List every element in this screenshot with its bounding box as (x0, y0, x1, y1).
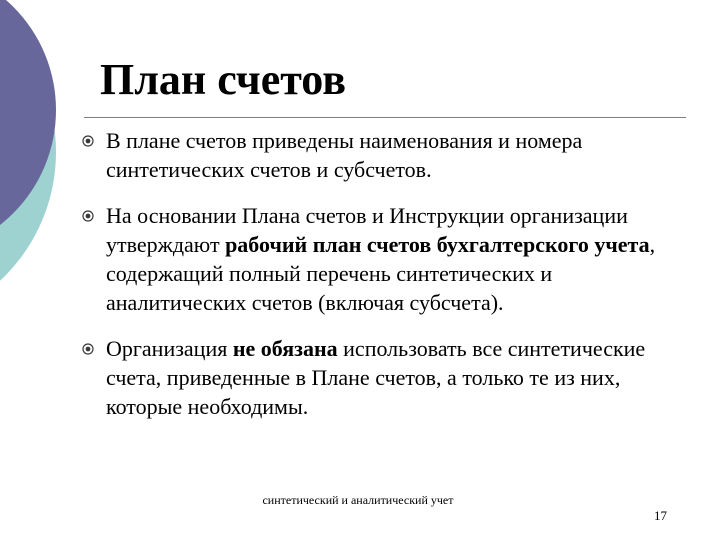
page-number: 17 (654, 508, 667, 523)
bullet-text (106, 203, 655, 315)
bullet-emphasis: не обязана (232, 336, 338, 361)
footer-text: синтетический и аналитический учет (262, 493, 454, 507)
slide-title: План счетов (100, 55, 346, 104)
circled-dot-icon (82, 343, 94, 355)
circled-dot-icon (82, 135, 94, 147)
circled-dot-icon (82, 210, 94, 222)
bullet-item (82, 126, 682, 184)
bullet-item (82, 334, 682, 421)
bullet-run: На основании Плана счетов и Инструкции организации утверждают (106, 203, 628, 257)
bullet-list (82, 126, 682, 421)
title-divider (84, 117, 686, 118)
bullet-item (82, 201, 682, 317)
bullet-run: , содержащий полный перечень синтетических и аналитических счетов (включая субсчета). (106, 232, 656, 315)
bullet-run: использовать все синтетические счета, приведенные в Плане счетов, а только те из них, которые необходимы. (106, 336, 646, 419)
bullet-text (106, 128, 582, 182)
bullet-run: В плане счетов приведены наименования и номера синтетических счетов и субсчетов. (106, 128, 583, 182)
bullet-text (106, 336, 645, 419)
bullet-emphasis: рабочий план счетов бухгалтерского учета (225, 232, 650, 257)
bullet-run: Организация (106, 336, 233, 361)
